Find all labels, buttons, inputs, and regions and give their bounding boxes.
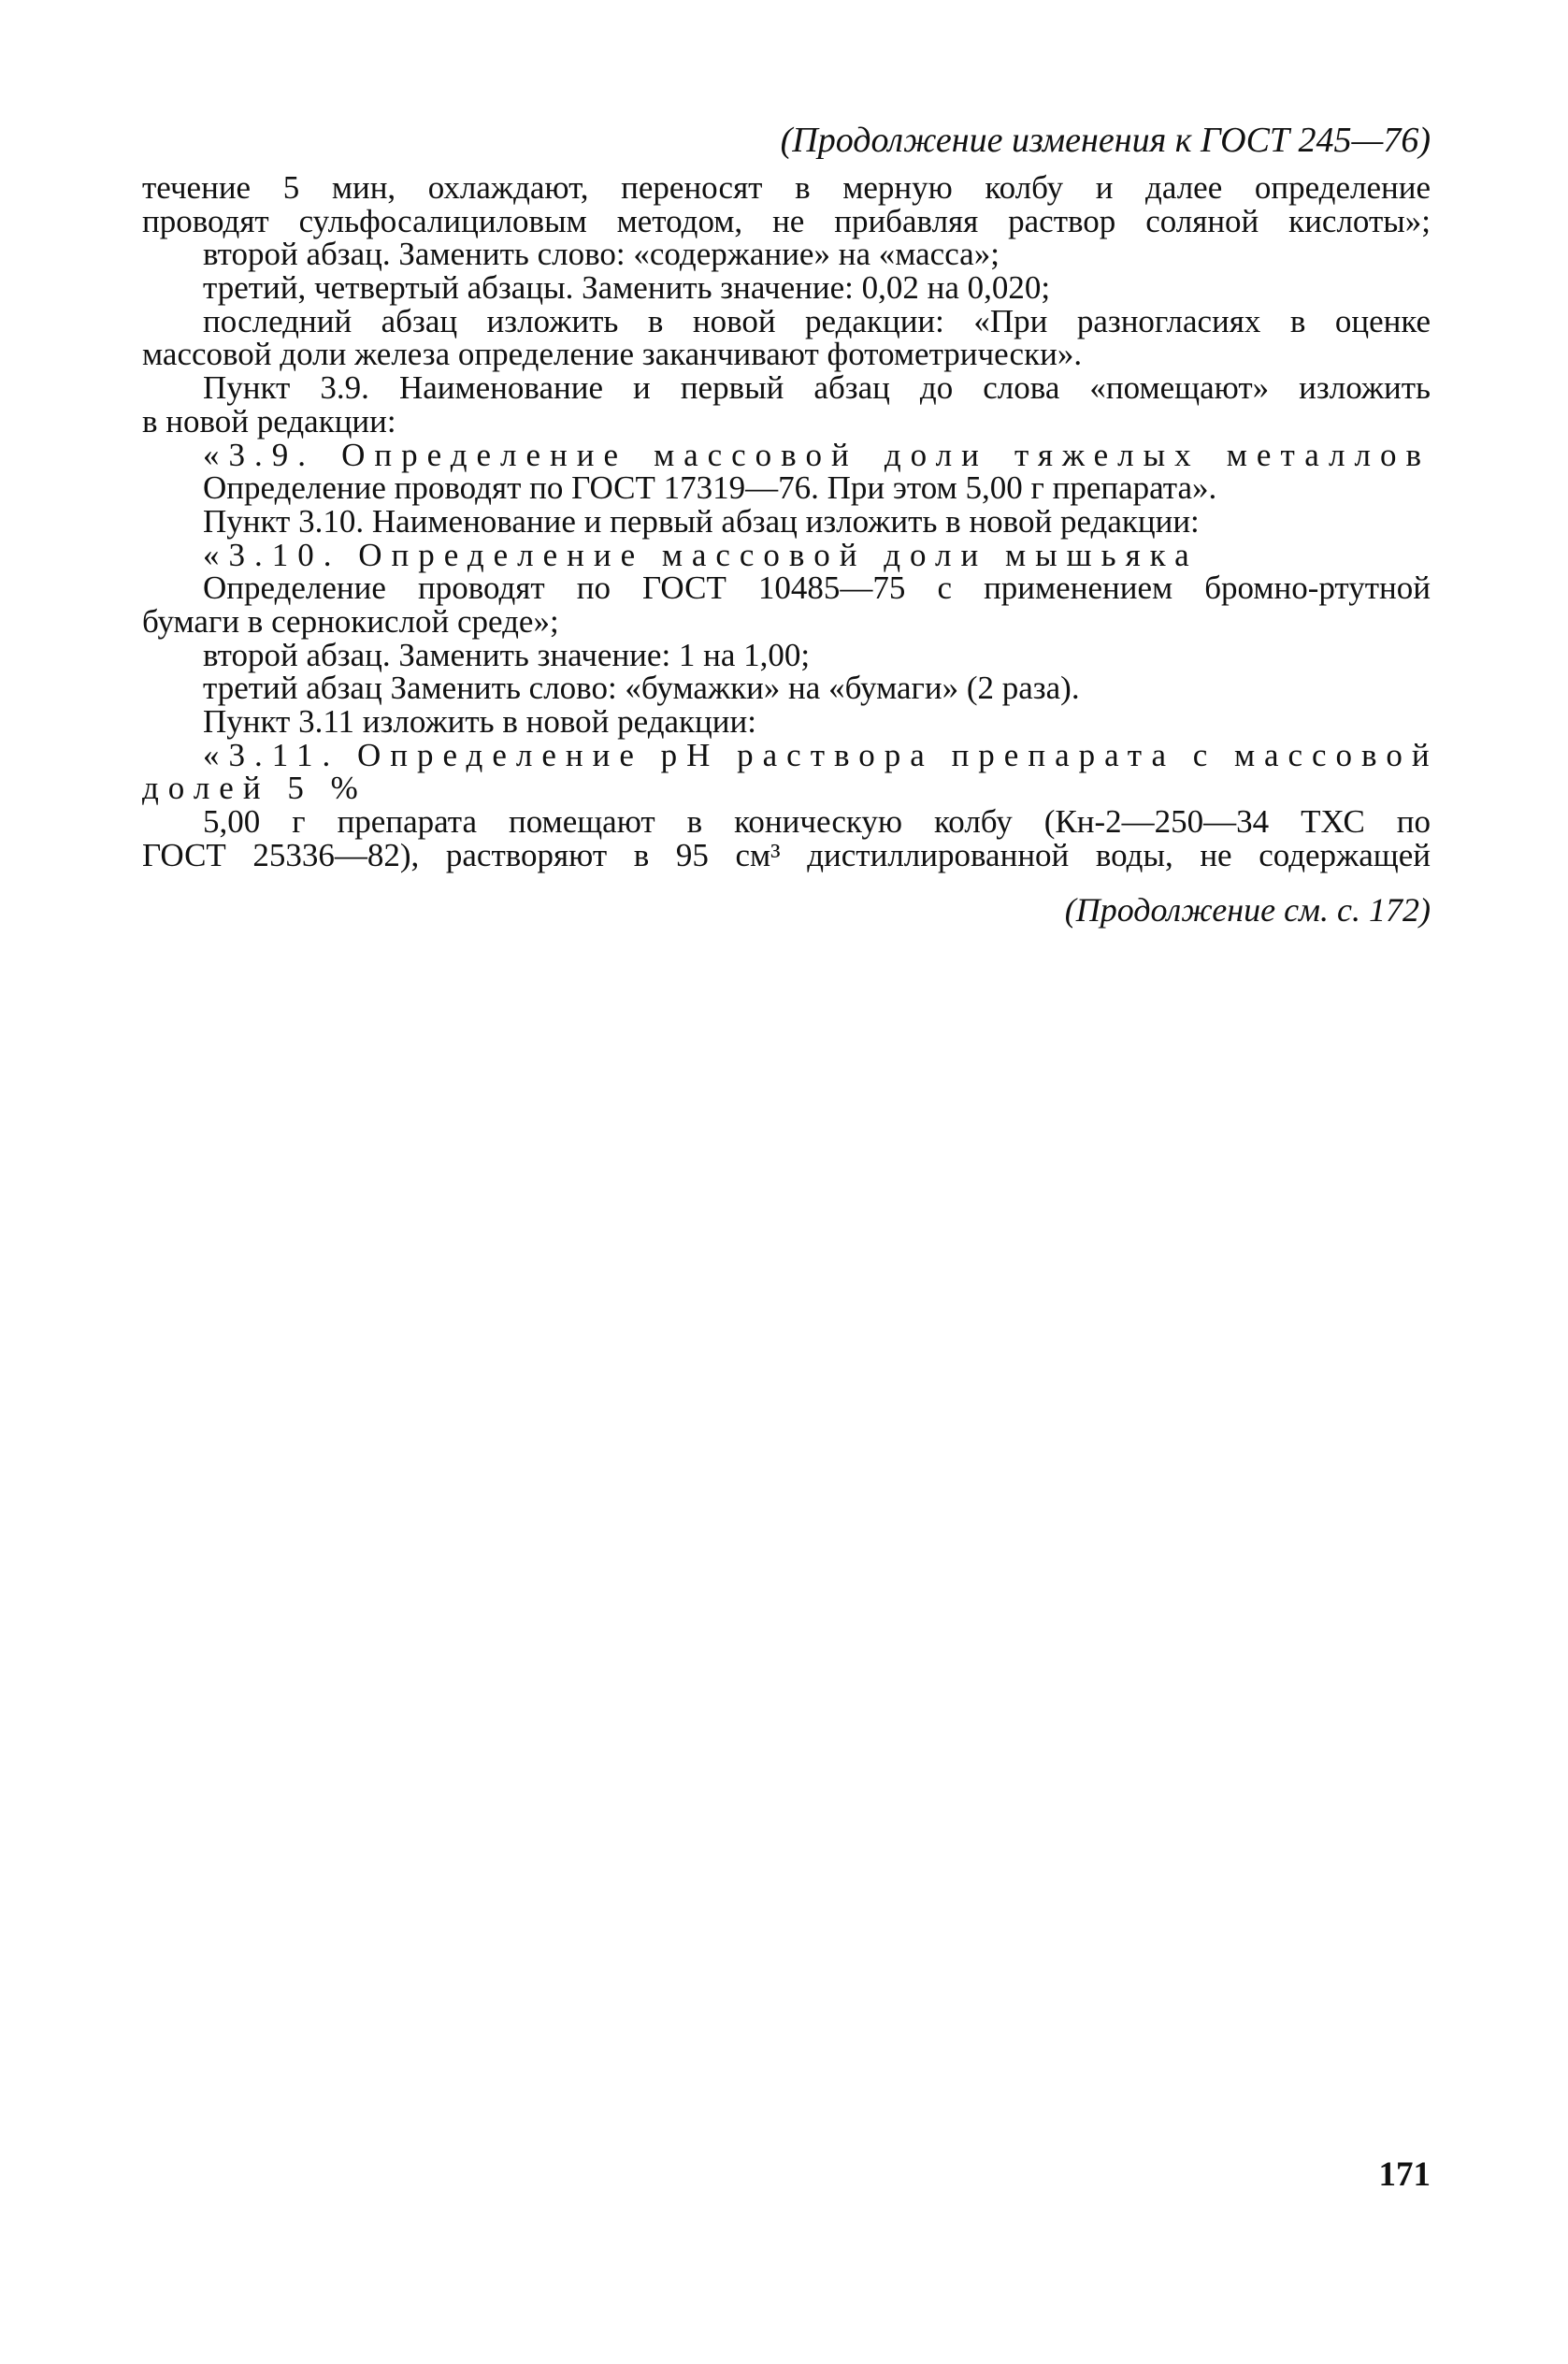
text-line: проводят сульфосалициловым методом, не прибавляя раствор соляной кислоты»; xyxy=(142,202,1431,239)
text-line: Определение проводят по ГОСТ 10485—75 с применением бромно-ртутной xyxy=(203,569,1431,607)
section-heading-3-10: «3.10. Определение массовой доли мышьяка xyxy=(203,536,1199,573)
text-line: течение 5 мин, охлаждают, переносят в мерную колбу и далее определение xyxy=(142,169,1431,206)
text-line: второй абзац. Заменить слово: «содержание» на «масса»; xyxy=(203,236,1000,273)
text-line: Определение проводят по ГОСТ 17319—76. При этом 5,00 г препарата». xyxy=(203,469,1217,507)
text-line: третий, четвертый абзацы. Заменить значение: 0,02 на 0,020; xyxy=(203,269,1051,307)
text-line: третий абзац Заменить слово: «бумажки» на «бумаги» (2 раза). xyxy=(203,670,1080,707)
text-line: второй абзац. Заменить значение: 1 на 1,00; xyxy=(203,636,811,673)
running-header: (Продолжение изменения к ГОСТ 245—76) xyxy=(780,121,1431,160)
text-line: бумаги в сернокислой среде»; xyxy=(142,602,559,640)
section-heading-3-9: «3.9. Определение массовой доли тяжелых металлов xyxy=(203,436,1431,473)
text-line: долей 5 % xyxy=(142,770,367,807)
text-line: последний абзац изложить в новой редакции: «При разногласиях в оценке xyxy=(203,302,1431,339)
text-line: в новой редакции: xyxy=(142,402,396,440)
text-line: Пункт 3.9. Наименование и первый абзац до слова «помещают» изложить xyxy=(203,369,1431,407)
section-heading-3-11: «3.11. Определение pH раствора препарата с массовой xyxy=(203,736,1439,773)
text-line: массовой доли железа определение заканчивают фотометрически». xyxy=(142,336,1083,373)
text-line: Пункт 3.10. Наименование и первый абзац изложить в новой редакции: xyxy=(203,502,1200,540)
text-line: ГОСТ 25336—82), растворяют в 95 см³ дистиллированной воды, не содержащей xyxy=(142,836,1431,873)
text-line: 5,00 г препарата помещают в коническую колбу (Кн-2—250—34 ТХС по xyxy=(203,803,1431,841)
body-text xyxy=(142,169,1439,873)
page-number: 171 xyxy=(1378,2155,1431,2194)
continuation-note: (Продолжение см. с. 172) xyxy=(1064,891,1431,929)
text-line: Пункт 3.11 изложить в новой редакции: xyxy=(203,703,756,740)
